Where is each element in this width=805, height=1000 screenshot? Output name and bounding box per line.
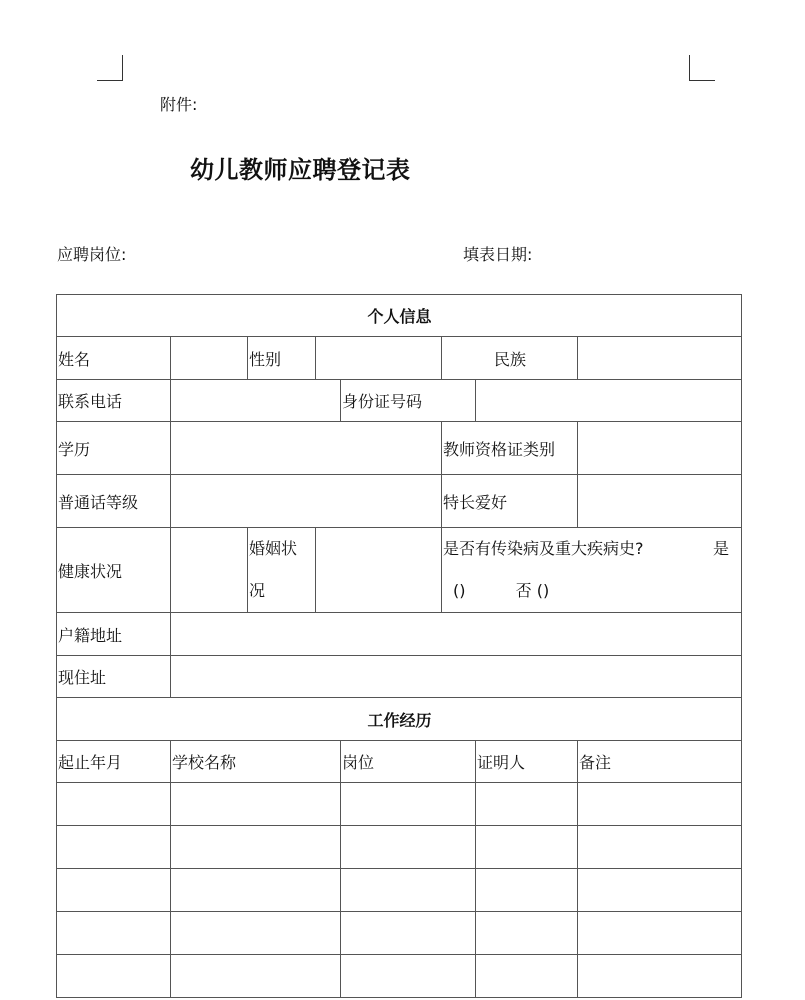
label-marital-status	[248, 528, 316, 613]
label-teacher-cert-type: 教师资格证类别	[442, 422, 578, 475]
label-name: 姓名	[57, 337, 171, 380]
no-label: 否	[515, 581, 532, 600]
cell-position[interactable]	[341, 955, 476, 998]
cell-reference[interactable]	[476, 955, 578, 998]
header-school-name: 学校名称	[171, 741, 341, 783]
field-mandarin-level[interactable]	[171, 475, 442, 528]
table-row	[57, 955, 742, 998]
cell-remarks[interactable]	[578, 955, 742, 998]
cell-school-name[interactable]	[171, 869, 341, 912]
crop-mark-top-right	[689, 55, 715, 81]
marital-label-line2: 况	[249, 581, 266, 600]
label-mandarin-level: 普通话等级	[57, 475, 171, 528]
table-row	[57, 783, 742, 826]
section-work-experience: 工作经历	[57, 698, 742, 741]
label-hobbies: 特长爱好	[442, 475, 578, 528]
field-education[interactable]	[171, 422, 442, 475]
table-row	[57, 869, 742, 912]
field-gender[interactable]	[316, 337, 442, 380]
label-health: 健康状况	[57, 528, 171, 613]
cell-school-name[interactable]	[171, 912, 341, 955]
field-teacher-cert-type[interactable]	[578, 422, 742, 475]
table-row	[57, 826, 742, 869]
cell-reference[interactable]	[476, 869, 578, 912]
cell-reference[interactable]	[476, 912, 578, 955]
field-hukou-address[interactable]	[171, 613, 742, 656]
cell-position[interactable]	[341, 783, 476, 826]
cell-school-name[interactable]	[171, 783, 341, 826]
yes-label: 是	[713, 539, 730, 558]
label-phone: 联系电话	[57, 380, 171, 422]
cell-school-name[interactable]	[171, 955, 341, 998]
section-personal-info: 个人信息	[57, 295, 742, 337]
table-row	[57, 912, 742, 955]
cell-period[interactable]	[57, 826, 171, 869]
date-label: 填表日期:	[463, 245, 533, 264]
marital-label-line1: 婚姻状	[249, 539, 298, 558]
label-ethnicity: 民族	[442, 337, 578, 380]
yes-checkbox[interactable]: ()	[453, 581, 466, 600]
field-marital-status[interactable]	[316, 528, 442, 613]
field-current-address[interactable]	[171, 656, 742, 698]
disease-history-question[interactable]	[442, 528, 742, 613]
cell-school-name[interactable]	[171, 826, 341, 869]
field-ethnicity[interactable]	[578, 337, 742, 380]
registration-form-table	[56, 294, 742, 998]
crop-mark-top-left	[97, 55, 123, 81]
field-phone[interactable]	[171, 380, 341, 422]
position-label: 应聘岗位:	[57, 245, 127, 264]
cell-remarks[interactable]	[578, 912, 742, 955]
attachment-label: 附件:	[160, 95, 198, 114]
cell-period[interactable]	[57, 955, 171, 998]
label-hukou-address: 户籍地址	[57, 613, 171, 656]
cell-period[interactable]	[57, 869, 171, 912]
field-health[interactable]	[171, 528, 248, 613]
no-checkbox[interactable]: ()	[536, 581, 550, 600]
cell-period[interactable]	[57, 912, 171, 955]
cell-period[interactable]	[57, 783, 171, 826]
cell-remarks[interactable]	[578, 783, 742, 826]
field-name[interactable]	[171, 337, 248, 380]
disease-question-text: 是否有传染病及重大疾病史?	[443, 539, 644, 558]
header-period: 起止年月	[57, 741, 171, 783]
page-title: 幼儿教师应聘登记表	[190, 156, 411, 184]
header-position: 岗位	[341, 741, 476, 783]
cell-position[interactable]	[341, 826, 476, 869]
cell-remarks[interactable]	[578, 869, 742, 912]
cell-remarks[interactable]	[578, 826, 742, 869]
label-current-address: 现住址	[57, 656, 171, 698]
label-id-number: 身份证号码	[341, 380, 476, 422]
field-hobbies[interactable]	[578, 475, 742, 528]
label-education: 学历	[57, 422, 171, 475]
cell-position[interactable]	[341, 869, 476, 912]
header-reference: 证明人	[476, 741, 578, 783]
cell-reference[interactable]	[476, 783, 578, 826]
label-gender: 性别	[248, 337, 316, 380]
cell-position[interactable]	[341, 912, 476, 955]
cell-reference[interactable]	[476, 826, 578, 869]
header-remarks: 备注	[578, 741, 742, 783]
field-id-number[interactable]	[476, 380, 742, 422]
